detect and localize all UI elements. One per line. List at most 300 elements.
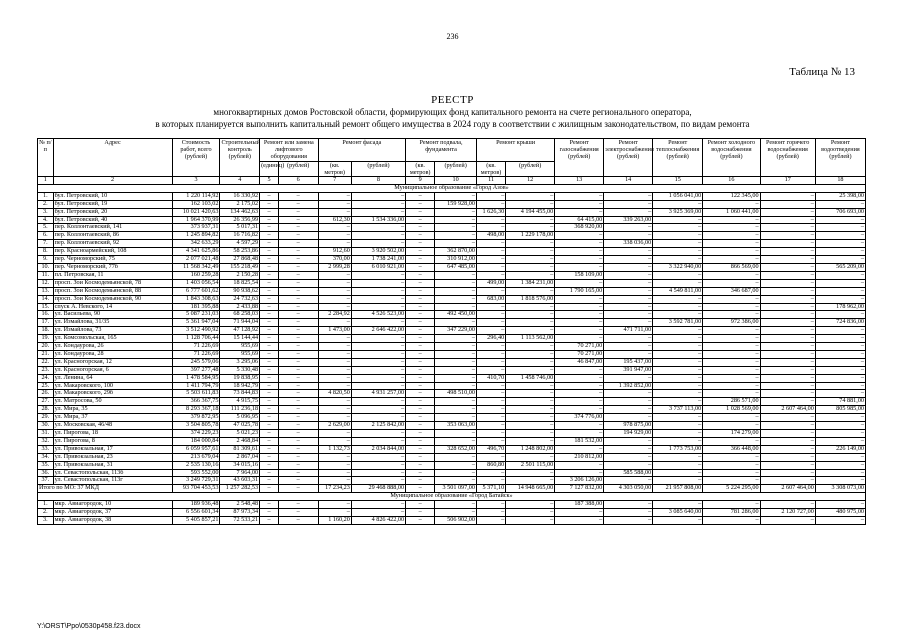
table-cell: – [278, 398, 318, 406]
table-cell: 24. [38, 374, 54, 382]
table-cell: 612,30 [318, 216, 351, 224]
table-cell: 37. [38, 477, 54, 485]
table-cell: – [604, 477, 653, 485]
total-cell: 3 308 073,00 [815, 485, 865, 493]
table-cell: ул. Привокзальная, 17 [53, 445, 172, 453]
table-cell: 366 448,00 [703, 445, 760, 453]
table-cell: – [351, 192, 405, 200]
header-num: № п/п [38, 139, 54, 177]
table-cell: 23. [38, 366, 54, 374]
table-cell: – [506, 422, 555, 430]
total-cell: 7 127 832,00 [555, 485, 604, 493]
table-cell: – [351, 335, 405, 343]
table-cell: ул. Ленина, 64 [53, 374, 172, 382]
table-cell: – [760, 200, 815, 208]
table-cell: ул. Мира, 37 [53, 414, 172, 422]
table-cell: – [604, 445, 653, 453]
table-cell: – [278, 327, 318, 335]
table-cell: – [703, 382, 760, 390]
table-cell: – [760, 445, 815, 453]
table-cell: – [506, 469, 555, 477]
table-cell: 3 925 369,00 [653, 208, 703, 216]
table-cell: – [476, 501, 505, 509]
table-cell: – [604, 303, 653, 311]
table-cell: – [260, 382, 279, 390]
table-cell: – [703, 335, 760, 343]
table-cell: – [555, 430, 604, 438]
table-cell: 328 652,00 [435, 445, 477, 453]
table-cell: – [815, 501, 865, 509]
table-cell: 6. [38, 232, 54, 240]
table-cell: – [604, 256, 653, 264]
header-cost: Стоимость работ, всего (рублей) [172, 139, 220, 177]
table-cell: – [406, 469, 435, 477]
table-cell: – [815, 232, 865, 240]
table-cell: – [604, 279, 653, 287]
total-cell: 17 234,23 [318, 485, 351, 493]
table-cell: 26 356,99 [220, 216, 260, 224]
table-cell: 1 160,20 [318, 516, 351, 524]
table-cell: 471 711,00 [604, 327, 653, 335]
table-cell: – [555, 295, 604, 303]
header-basement-sqm: (кв. метров) [406, 161, 435, 176]
table-cell: – [435, 358, 477, 366]
table-cell: – [703, 350, 760, 358]
table-cell: 4 597,29 [220, 240, 260, 248]
table-cell: – [406, 303, 435, 311]
table-cell: – [260, 256, 279, 264]
table-cell: – [435, 335, 477, 343]
header-address: Адрес [53, 139, 172, 177]
table-cell: 585 588,00 [604, 469, 653, 477]
table-row [38, 374, 866, 382]
table-cell: 3 920 502,00 [351, 248, 405, 256]
table-cell: – [476, 477, 505, 485]
table-cell: 368 920,00 [555, 224, 604, 232]
table-cell: – [278, 248, 318, 256]
table-cell: – [351, 437, 405, 445]
table-cell: – [406, 319, 435, 327]
table-cell: 480 975,00 [815, 509, 865, 517]
table-cell: 374 229,23 [172, 430, 220, 438]
header-lift: Ремонт или замена лифтового оборудования [260, 139, 318, 162]
table-cell: – [476, 311, 505, 319]
table-cell: – [351, 414, 405, 422]
table-cell: – [406, 509, 435, 517]
table-cell: – [604, 232, 653, 240]
table-cell: – [760, 501, 815, 509]
total-cell: 5 224 295,00 [703, 485, 760, 493]
table-cell: 2. [38, 200, 54, 208]
table-cell: – [435, 192, 477, 200]
table-cell: 26. [38, 390, 54, 398]
table-cell: – [260, 509, 279, 517]
table-cell: – [406, 279, 435, 287]
table-cell: 499,00 [476, 279, 505, 287]
table-cell: – [604, 516, 653, 524]
table-cell: – [506, 192, 555, 200]
column-number: 10 [435, 177, 477, 185]
table-cell: – [278, 192, 318, 200]
column-number: 13 [555, 177, 604, 185]
table-cell: 1 411 794,79 [172, 382, 220, 390]
table-cell: 159 928,00 [435, 200, 477, 208]
table-cell: – [760, 216, 815, 224]
table-cell: 46 847,00 [555, 358, 604, 366]
table-cell: 22. [38, 358, 54, 366]
table-cell: ул. Измайлова, 73 [53, 327, 172, 335]
table-cell: 27 868,48 [220, 256, 260, 264]
table-cell: – [260, 437, 279, 445]
table-cell: – [278, 311, 318, 319]
table-cell: – [653, 390, 703, 398]
table-cell: – [506, 271, 555, 279]
table-cell: – [506, 509, 555, 517]
table-cell: просп. Зои Космодемьянской, 90 [53, 295, 172, 303]
table-row [38, 295, 866, 303]
table-cell: 16. [38, 311, 54, 319]
header-lift-rub: (рублей) [278, 161, 318, 176]
table-cell: 1 478 584,95 [172, 374, 220, 382]
table-cell: – [406, 263, 435, 271]
table-cell: 6 059 957,61 [172, 445, 220, 453]
table-cell: – [278, 453, 318, 461]
table-row [38, 461, 866, 469]
table-cell: – [318, 232, 351, 240]
table-cell: – [506, 248, 555, 256]
table-cell: 2 120 727,00 [760, 509, 815, 517]
table-cell: – [703, 469, 760, 477]
table-cell: – [604, 192, 653, 200]
table-cell: – [406, 295, 435, 303]
table-cell: – [406, 390, 435, 398]
table-cell: 912,60 [318, 248, 351, 256]
table-cell: 72 533,21 [220, 516, 260, 524]
table-cell: 3. [38, 516, 54, 524]
table-cell: – [278, 208, 318, 216]
table-cell: 111 236,18 [220, 406, 260, 414]
table-cell: – [815, 248, 865, 256]
table-cell: 3 737 113,00 [653, 406, 703, 414]
table-cell: – [555, 516, 604, 524]
table-cell: 70 271,00 [555, 350, 604, 358]
table-row [38, 516, 866, 524]
table-cell: 4 931 257,00 [351, 390, 405, 398]
table-cell: 2 284,92 [318, 311, 351, 319]
table-cell: 498,00 [476, 232, 505, 240]
table-cell: ул. Пирогова, 18 [53, 430, 172, 438]
table-cell: – [318, 509, 351, 517]
table-cell: – [703, 327, 760, 335]
table-cell: 2 125 842,00 [351, 422, 405, 430]
table-cell: – [815, 382, 865, 390]
table-cell: – [476, 390, 505, 398]
table-cell: 210 812,00 [555, 453, 604, 461]
table-cell: – [555, 366, 604, 374]
table-cell: 187 388,00 [555, 501, 604, 509]
table-cell: 74 881,00 [815, 398, 865, 406]
table-cell: – [703, 501, 760, 509]
table-cell: – [555, 208, 604, 216]
table-cell: – [260, 422, 279, 430]
table-cell: – [555, 374, 604, 382]
table-cell: – [760, 366, 815, 374]
table-cell: 12. [38, 279, 54, 287]
table-cell: 2 646 422,00 [351, 327, 405, 335]
page-number: 236 [446, 32, 459, 41]
table-cell: – [351, 398, 405, 406]
table-cell: – [476, 358, 505, 366]
table-cell: – [760, 382, 815, 390]
table-row [38, 350, 866, 358]
table-cell: мкр. Авиагородок, 10 [53, 501, 172, 509]
table-cell: – [653, 335, 703, 343]
table-cell: – [351, 271, 405, 279]
table-cell: 30. [38, 422, 54, 430]
table-cell: – [318, 382, 351, 390]
table-cell: – [260, 224, 279, 232]
table-cell: – [476, 414, 505, 422]
table-cell: – [703, 279, 760, 287]
table-cell: 8. [38, 248, 54, 256]
table-cell: – [815, 295, 865, 303]
table-cell: – [604, 509, 653, 517]
table-cell: – [406, 430, 435, 438]
table-cell: – [435, 303, 477, 311]
table-cell: – [604, 350, 653, 358]
table-cell: 245 579,06 [172, 358, 220, 366]
table-cell: – [760, 271, 815, 279]
document-title: РЕЕСТР [431, 94, 474, 106]
table-cell: – [506, 256, 555, 264]
table-cell: 71 226,69 [172, 343, 220, 351]
table-cell: – [406, 366, 435, 374]
table-cell: – [351, 240, 405, 248]
table-cell: – [406, 358, 435, 366]
table-cell: – [760, 414, 815, 422]
table-cell: – [506, 240, 555, 248]
table-cell: – [318, 453, 351, 461]
table-cell: – [435, 477, 477, 485]
table-cell: 181 395,88 [172, 303, 220, 311]
table-cell: – [260, 271, 279, 279]
table-cell: 24 732,63 [220, 295, 260, 303]
table-cell: 4. [38, 216, 54, 224]
table-cell: – [604, 453, 653, 461]
table-row [38, 406, 866, 414]
table-cell: – [406, 477, 435, 485]
table-row [38, 263, 866, 271]
table-cell: – [506, 437, 555, 445]
table-cell: – [604, 437, 653, 445]
table-cell: – [476, 398, 505, 406]
table-cell: 2 468,84 [220, 437, 260, 445]
table-cell: – [476, 366, 505, 374]
table-cell: 1 245 894,82 [172, 232, 220, 240]
table-cell: 3 085 640,00 [653, 509, 703, 517]
table-cell: 339 263,00 [604, 216, 653, 224]
table-cell: – [760, 327, 815, 335]
table-cell: – [760, 192, 815, 200]
table-cell: – [406, 406, 435, 414]
table-cell: – [703, 240, 760, 248]
table-cell: – [815, 414, 865, 422]
table-cell: – [506, 350, 555, 358]
table-cell: – [406, 232, 435, 240]
table-cell: 73 844,83 [220, 390, 260, 398]
table-cell: – [278, 445, 318, 453]
title-block [0, 94, 905, 130]
table-cell: – [435, 398, 477, 406]
table-cell: – [653, 350, 703, 358]
table-cell: – [351, 303, 405, 311]
table-cell: 158 109,00 [555, 271, 604, 279]
section-title-row [38, 493, 866, 501]
table-cell: – [406, 437, 435, 445]
table-row [38, 469, 866, 477]
table-row [38, 216, 866, 224]
table-cell: 3 249 729,31 [172, 477, 220, 485]
table-cell: 4 826 422,00 [351, 516, 405, 524]
table-cell: 64 415,00 [555, 216, 604, 224]
table-cell: – [555, 382, 604, 390]
table-cell: 366 367,75 [172, 398, 220, 406]
table-cell: – [406, 343, 435, 351]
table-cell: – [278, 350, 318, 358]
table-cell: 14. [38, 295, 54, 303]
table-cell: – [278, 374, 318, 382]
table-cell: – [760, 469, 815, 477]
table-cell: ул. Пирогова, 8 [53, 437, 172, 445]
table-cell: – [506, 358, 555, 366]
table-cell: – [435, 279, 477, 287]
table-cell: 90 938,62 [220, 287, 260, 295]
table-cell: – [278, 279, 318, 287]
table-cell: – [555, 335, 604, 343]
table-cell: – [406, 200, 435, 208]
table-cell: – [760, 224, 815, 232]
document-subtitle-line-2: в которых планируется выполнить капитальный ремонт общего имущества в 2024 году в соответствии с жилищным законодательством, по видам ремонта [155, 119, 750, 129]
table-cell: 498 510,00 [435, 390, 477, 398]
table-cell: – [406, 382, 435, 390]
table-cell: 1. [38, 501, 54, 509]
table-cell: – [815, 327, 865, 335]
table-cell: – [760, 374, 815, 382]
table-row [38, 327, 866, 335]
table-cell: – [815, 216, 865, 224]
table-cell: – [815, 350, 865, 358]
table-cell: – [278, 516, 318, 524]
header-roof-rub: (рублей) [506, 161, 555, 176]
table-cell: 213 679,04 [172, 453, 220, 461]
table-cell: 3 295,06 [220, 358, 260, 366]
table-cell: 593 552,00 [172, 469, 220, 477]
table-cell: – [760, 263, 815, 271]
table-cell: 160 259,28 [172, 271, 220, 279]
table-cell: – [351, 224, 405, 232]
column-number: 8 [351, 177, 405, 185]
table-cell: – [604, 208, 653, 216]
table-cell: 178 962,00 [815, 303, 865, 311]
table-cell: – [476, 319, 505, 327]
table-cell: бул. Петровский, 20 [53, 208, 172, 216]
table-cell: – [604, 319, 653, 327]
table-cell: – [476, 240, 505, 248]
table-cell: ул. Красногорская, 6 [53, 366, 172, 374]
table-cell: – [815, 461, 865, 469]
table-row [38, 271, 866, 279]
table-cell: – [506, 263, 555, 271]
table-cell: 5 096,95 [220, 414, 260, 422]
table-cell: – [278, 224, 318, 232]
table-cell: 18 825,54 [220, 279, 260, 287]
table-cell: 1 028 569,00 [703, 406, 760, 414]
table-cell: – [506, 516, 555, 524]
table-cell: 195 437,00 [604, 358, 653, 366]
table-cell: 370,00 [318, 256, 351, 264]
table-cell: – [318, 469, 351, 477]
table-cell: ул. Васильева, 90 [53, 311, 172, 319]
table-cell: – [506, 477, 555, 485]
table-cell: – [476, 509, 505, 517]
table-cell: – [653, 382, 703, 390]
table-cell: – [406, 516, 435, 524]
table-cell: – [435, 453, 477, 461]
registry-table [37, 138, 866, 525]
table-cell: – [406, 398, 435, 406]
table-cell: – [476, 453, 505, 461]
table-cell: – [260, 192, 279, 200]
table-cell: – [760, 398, 815, 406]
table-cell: 18 942,79 [220, 382, 260, 390]
table-cell: 11 568 342,49 [172, 263, 220, 271]
table-cell: – [278, 216, 318, 224]
table-cell: – [278, 271, 318, 279]
total-label: Итого по МО: 37 МКД [38, 485, 173, 493]
table-cell: 972 386,00 [703, 319, 760, 327]
table-cell: – [555, 445, 604, 453]
table-cell: 5 503 611,83 [172, 390, 220, 398]
table-cell: – [476, 200, 505, 208]
table-cell: – [703, 295, 760, 303]
table-cell: – [406, 311, 435, 319]
table-cell: – [406, 453, 435, 461]
table-cell: – [815, 477, 865, 485]
header-cold-water: Ремонт холодного водоснабжения (рублей) [703, 139, 760, 177]
table-cell: 6 010 921,00 [351, 263, 405, 271]
table-cell: ул. Привокзальная, 23 [53, 453, 172, 461]
table-cell: – [476, 248, 505, 256]
table-cell: – [703, 422, 760, 430]
table-cell: – [351, 287, 405, 295]
table-cell: – [506, 287, 555, 295]
table-cell: – [435, 461, 477, 469]
table-cell: – [604, 224, 653, 232]
table-cell: 4 549 811,00 [653, 287, 703, 295]
table-row [38, 208, 866, 216]
table-cell: 353 063,00 [435, 422, 477, 430]
table-row [38, 343, 866, 351]
column-number: 7 [318, 177, 351, 185]
table-cell: – [604, 343, 653, 351]
table-cell: 1 403 056,54 [172, 279, 220, 287]
table-cell: просп. Зои Космодемьянской, 78 [53, 279, 172, 287]
header-row-1 [38, 139, 866, 162]
table-cell: – [318, 501, 351, 509]
table-cell: – [653, 232, 703, 240]
table-cell: – [815, 200, 865, 208]
table-cell: 5 017,31 [220, 224, 260, 232]
